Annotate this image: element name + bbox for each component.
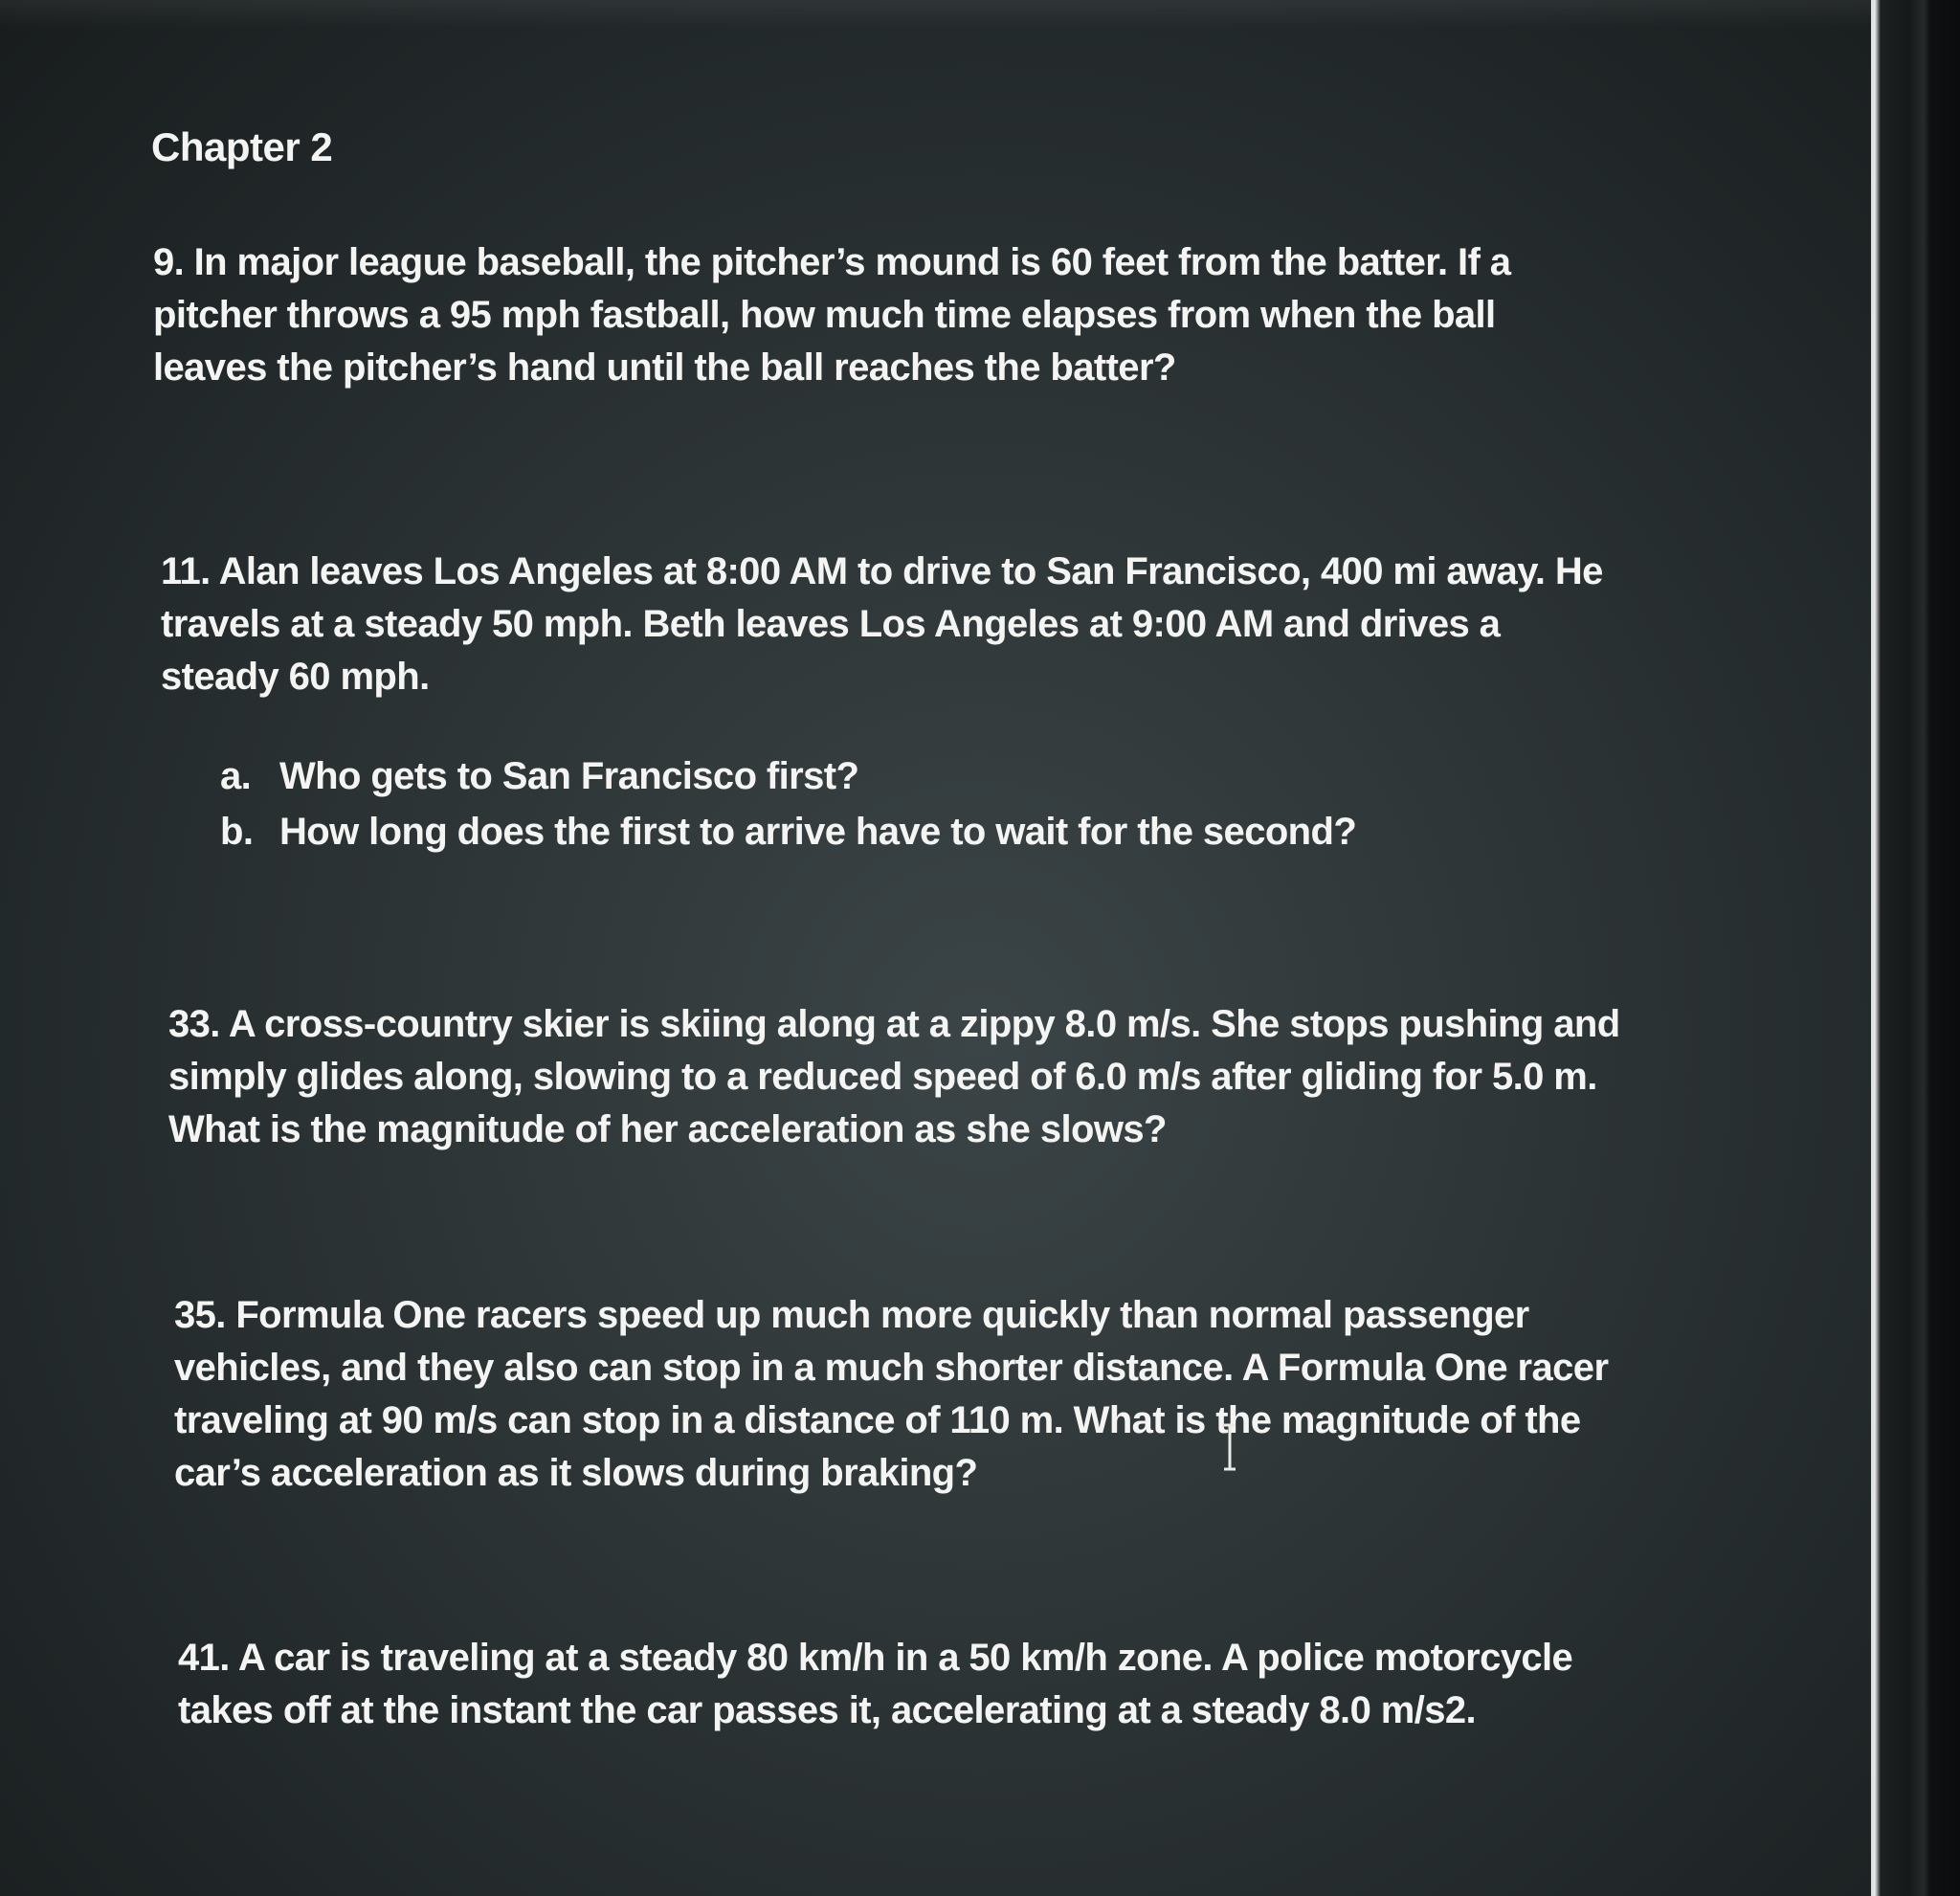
i-beam-cursor-icon	[1223, 1422, 1236, 1472]
problem-9	[153, 236, 1617, 394]
problem-line: 33. A cross-country skier is skiing along at a zippy 8.0 m/s. She stops pushing and	[168, 1003, 1620, 1045]
problem-line: takes off at the instant the car passes it, accelerating at a steady 8.0 m/s2.	[178, 1689, 1477, 1731]
problem-41	[178, 1632, 1642, 1737]
subquestion-text: Who gets to San Francisco first?	[279, 755, 859, 797]
problem-line: steady 60 mph.	[161, 656, 430, 698]
problem-35	[174, 1289, 1638, 1500]
problem-11-subquestions	[220, 748, 1356, 859]
subquestion-a	[220, 748, 1356, 804]
problem-line: 41. A car is traveling at a steady 80 km/h in a 50 km/h zone. A police motorcycle	[178, 1637, 1573, 1679]
problem-line: pitcher throws a 95 mph fastball, how much time elapses from when the ball	[153, 294, 1496, 336]
problem-line: simply glides along, slowing to a reduced speed of 6.0 m/s after gliding for 5.0 m.	[168, 1056, 1597, 1098]
problem-line: 11. Alan leaves Los Angeles at 8:00 AM to drive to San Francisco, 400 mi away. He	[161, 550, 1603, 592]
problem-33	[168, 998, 1633, 1156]
subquestion-text: How long does the first to arrive have to wait for the second?	[279, 811, 1357, 853]
subquestion-b	[220, 804, 1356, 859]
problem-11	[161, 546, 1625, 703]
problem-line: 9. In major league baseball, the pitcher’s mound is 60 feet from the batter. If a	[153, 241, 1511, 283]
screen-glare	[0, 0, 1871, 29]
problem-line: 35. Formula One racers speed up much more quickly than normal passenger	[174, 1294, 1529, 1336]
problem-line: leaves the pitcher’s hand until the ball reaches the batter?	[153, 346, 1176, 389]
problem-line: travels at a steady 50 mph. Beth leaves Los Angeles at 9:00 AM and drives a	[161, 603, 1501, 645]
problem-line: What is the magnitude of her acceleration as she slows?	[168, 1108, 1167, 1150]
list-marker: a.	[220, 755, 252, 797]
problem-line: car’s acceleration as it slows during braking?	[174, 1452, 978, 1494]
problem-line: traveling at 90 m/s can stop in a distance of 110 m. What is the magnitude of the	[174, 1399, 1581, 1441]
monitor-bezel	[1871, 0, 1960, 1896]
chapter-title: Chapter 2	[151, 124, 333, 169]
list-marker: b.	[220, 811, 254, 853]
problem-line: vehicles, and they also can stop in a much shorter distance. A Formula One racer	[174, 1347, 1609, 1389]
